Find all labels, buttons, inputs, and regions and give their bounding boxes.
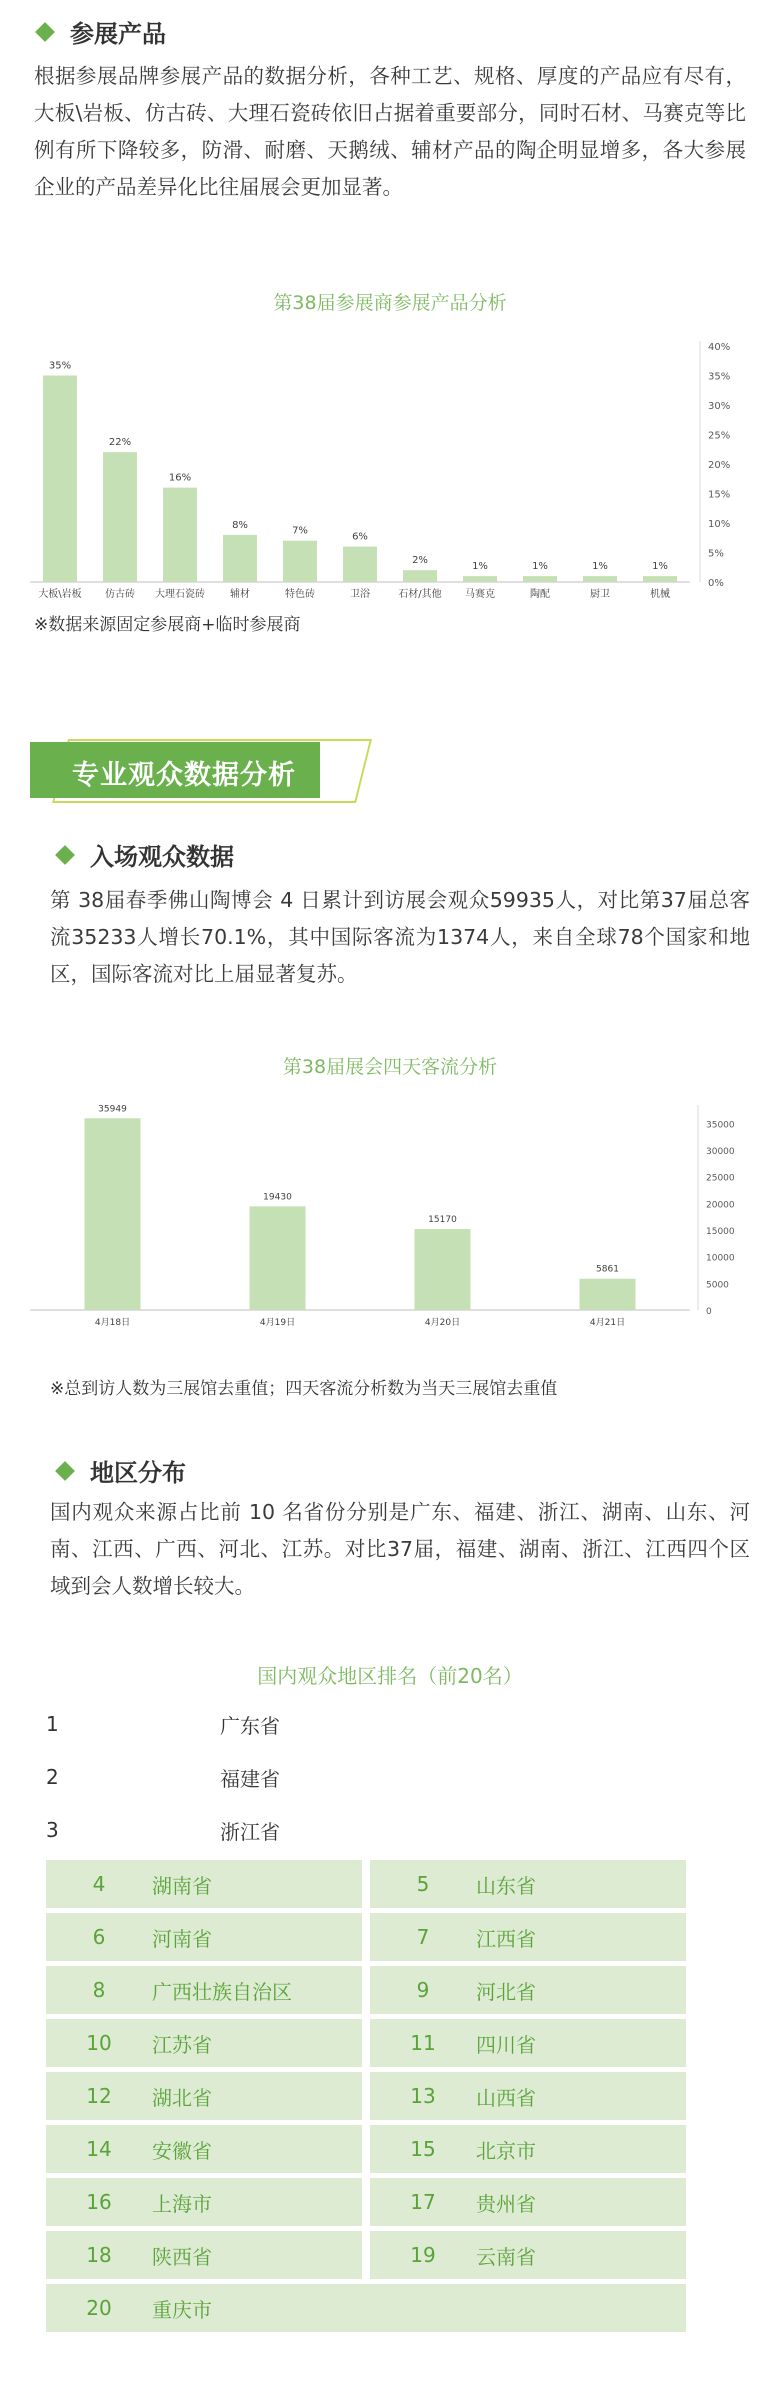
- y-tick-label: 35%: [708, 371, 731, 383]
- bar: [583, 576, 617, 582]
- ranking-rank: 20: [86, 2296, 112, 2320]
- ranking-rank: 9: [416, 1978, 430, 2002]
- ranking-row: [370, 2019, 686, 2067]
- ranking-row: [370, 1966, 686, 2014]
- ranking-province: 广西壮族自治区: [152, 1979, 292, 2004]
- x-tick-label: 4月18日: [94, 1318, 131, 1328]
- y-tick-label: 5%: [708, 548, 724, 560]
- ranking-top-rank: 1: [46, 1712, 59, 1736]
- y-tick-label: 20000: [706, 1200, 735, 1211]
- x-tick-label: 大理石瓷砖: [155, 589, 205, 600]
- chart1-title: 第38届参展商参展产品分析: [273, 292, 507, 314]
- section-heading-products: [38, 14, 166, 49]
- ranking-row: [370, 2178, 686, 2226]
- ranking-rank: 15: [410, 2137, 436, 2161]
- data-label: 1%: [472, 561, 488, 573]
- ranking-top-province: 浙江省: [220, 1819, 280, 1844]
- regions-paragraph: 国内观众来源占比前 10 名省份分别是广东、福建、浙江、湖南、山东、河南、江西、广西、河北、江苏。对比37届，福建、湖南、浙江、江西四个区域到会人数增长较大。: [50, 1500, 750, 1598]
- bar: [523, 576, 557, 582]
- x-tick-label: 卫浴: [350, 589, 370, 600]
- section-title: 入场观众数据: [90, 843, 234, 871]
- data-label: 6%: [352, 531, 368, 543]
- y-tick-label: 30000: [706, 1147, 735, 1157]
- bar: [223, 535, 257, 582]
- bar: [343, 547, 377, 582]
- ranking-province: 云南省: [476, 2244, 536, 2269]
- ranking-row: [370, 2072, 686, 2120]
- ranking-rank: 5: [416, 1872, 430, 1896]
- ranking-province: 上海市: [152, 2191, 212, 2216]
- ranking-rank: 6: [92, 1925, 106, 1949]
- data-label: 2%: [412, 555, 428, 567]
- y-tick-label: 0: [706, 1307, 712, 1317]
- ranking-row: [46, 2125, 362, 2173]
- data-label: 1%: [532, 561, 548, 573]
- ranking-province: 安徽省: [152, 2138, 212, 2163]
- ranking-row: [370, 1913, 686, 1961]
- visitors-bar-chart: [0, 1085, 780, 1370]
- ranking-row: [370, 1860, 686, 1908]
- x-tick-label: 厨卫: [590, 589, 610, 600]
- data-label: 22%: [108, 437, 132, 449]
- y-tick-label: 35000: [706, 1120, 735, 1131]
- x-tick-label: 4月19日: [259, 1318, 296, 1328]
- x-tick-label: 石材/其他: [398, 589, 442, 600]
- ranking-row: [46, 2178, 362, 2226]
- y-tick-label: 25000: [706, 1173, 735, 1184]
- data-label: 35%: [48, 360, 72, 372]
- bar: [463, 576, 497, 582]
- diamond-bullet-icon: [35, 22, 55, 42]
- section-title: 地区分布: [90, 1459, 186, 1487]
- x-tick-label: 马赛克: [465, 589, 495, 600]
- ranking-row: [370, 2125, 686, 2173]
- x-tick-label: 4月20日: [424, 1318, 461, 1328]
- section-heading-visitors: [58, 837, 234, 872]
- ranking-rank: 8: [92, 1978, 106, 2002]
- chart2-title: 第38届展会四天客流分析: [282, 1056, 498, 1078]
- ranking-rank: 10: [86, 2031, 112, 2055]
- y-tick-label: 40%: [708, 342, 731, 353]
- x-tick-label: 大板\岩板: [38, 589, 82, 600]
- y-tick-label: 15000: [706, 1227, 735, 1237]
- products-note: ※数据来源固定参展商+临时参展商: [34, 615, 301, 635]
- ranking-top-province: 广东省: [220, 1713, 280, 1738]
- data-label: 19430: [263, 1192, 292, 1203]
- ranking-province: 江西省: [476, 1926, 536, 1951]
- x-tick-label: 机械: [650, 589, 670, 600]
- diamond-bullet-icon: [55, 1461, 75, 1481]
- ranking-rank: 19: [410, 2243, 436, 2267]
- products-paragraph: 根据参展品牌参展产品的数据分析，各种工艺、规格、厚度的产品应有尽有，大板\岩板、仿古砖、大理石瓷砖依旧占据着重要部分，同时石材、马赛克等比例有所下降较多，防滑、耐磨、天鹅绒、辅材产品的陶企明显增多，各大参展企业的产品差异化比往届展会更加显著。: [34, 64, 746, 199]
- ranking-province: 陕西省: [152, 2244, 212, 2269]
- bar: [85, 1118, 141, 1310]
- ranking-row: [46, 1966, 362, 2014]
- visitors-paragraph: 第 38届春季佛山陶博会 4 日累计到访展会观众59935人，对比第37届总客流35233人增长70.1%，其中国际客流为1374人，来自全球78个国家和地区，国际客流对比上届显著复苏。: [50, 888, 750, 986]
- ranking-province: 湖北省: [152, 2085, 212, 2110]
- ranking-province: 湖南省: [152, 1873, 212, 1898]
- data-label: 1%: [652, 561, 668, 573]
- section-title: 参展产品: [70, 20, 166, 48]
- products-bar-chart: [0, 320, 780, 610]
- ranking-row: [46, 2284, 686, 2332]
- ranking-province: 山西省: [476, 2085, 536, 2110]
- ranking-rank: 16: [86, 2190, 112, 2214]
- y-tick-label: 5000: [706, 1280, 729, 1291]
- bar: [580, 1279, 636, 1310]
- bar: [250, 1206, 306, 1310]
- ranking-rank: 12: [86, 2084, 112, 2108]
- ranking-row: [370, 2231, 686, 2279]
- x-tick-label: 仿古砖: [105, 589, 135, 600]
- y-tick-label: 20%: [708, 460, 731, 471]
- bar: [163, 488, 197, 582]
- data-label: 16%: [168, 472, 192, 484]
- ranking-province: 贵州省: [476, 2191, 536, 2216]
- x-tick-label: 辅材: [230, 589, 250, 600]
- bar: [283, 541, 317, 582]
- ranking-rank: 14: [86, 2137, 112, 2161]
- section-banner: [30, 742, 340, 798]
- bar: [643, 576, 677, 582]
- ranking-top-rank: 2: [46, 1765, 59, 1789]
- data-label: 35949: [98, 1104, 127, 1115]
- y-tick-label: 15%: [708, 489, 731, 501]
- ranking-row: [46, 2019, 362, 2067]
- y-tick-label: 30%: [708, 401, 731, 412]
- section-heading-regions: [58, 1453, 186, 1488]
- ranking-rank: 13: [410, 2084, 436, 2108]
- y-tick-label: 10%: [708, 519, 731, 530]
- y-tick-label: 10000: [706, 1253, 735, 1264]
- ranking-row: [46, 2231, 362, 2279]
- ranking-row: [46, 1860, 362, 1908]
- ranking-province: 山东省: [476, 1873, 536, 1898]
- ranking-province: 河北省: [476, 1979, 536, 2004]
- x-tick-label: 特色砖: [285, 589, 315, 600]
- ranking-province: 江苏省: [152, 2032, 212, 2057]
- data-label: 8%: [232, 519, 248, 531]
- data-label: 1%: [592, 561, 608, 573]
- data-label: 15170: [428, 1215, 457, 1226]
- ranking-row: [46, 2072, 362, 2120]
- visitors-note: ※总到访人数为三展馆去重值；四天客流分析数为当天三展馆去重值: [50, 1379, 558, 1399]
- ranking-rank: 4: [92, 1872, 106, 1896]
- bar: [103, 452, 137, 582]
- x-tick-label: 4月21日: [589, 1318, 626, 1328]
- data-label: 5861: [596, 1264, 619, 1275]
- ranking-top-rank: 3: [46, 1818, 59, 1842]
- ranking-top-province: 福建省: [220, 1766, 280, 1791]
- data-label: 7%: [292, 525, 308, 537]
- ranking-rank: 18: [86, 2243, 112, 2267]
- ranking-province: 河南省: [152, 1926, 212, 1951]
- ranking-rank: 11: [410, 2031, 436, 2055]
- diamond-bullet-icon: [55, 845, 75, 865]
- ranking-province: 北京市: [476, 2138, 536, 2163]
- ranking-rank: 7: [416, 1925, 430, 1949]
- y-tick-label: 25%: [708, 430, 731, 442]
- ranking-province: 重庆市: [152, 2297, 212, 2322]
- bar: [415, 1229, 471, 1310]
- bar: [43, 376, 77, 583]
- ranking-province: 四川省: [476, 2032, 536, 2057]
- ranking-title: 国内观众地区排名（前20名）: [257, 1664, 523, 1688]
- y-tick-label: 0%: [708, 578, 724, 589]
- ranking-row: [46, 1913, 362, 1961]
- x-tick-label: 陶配: [530, 589, 550, 600]
- banner-title: 专业观众数据分析: [72, 760, 296, 791]
- bar: [403, 570, 437, 582]
- ranking-rank: 17: [410, 2190, 436, 2214]
